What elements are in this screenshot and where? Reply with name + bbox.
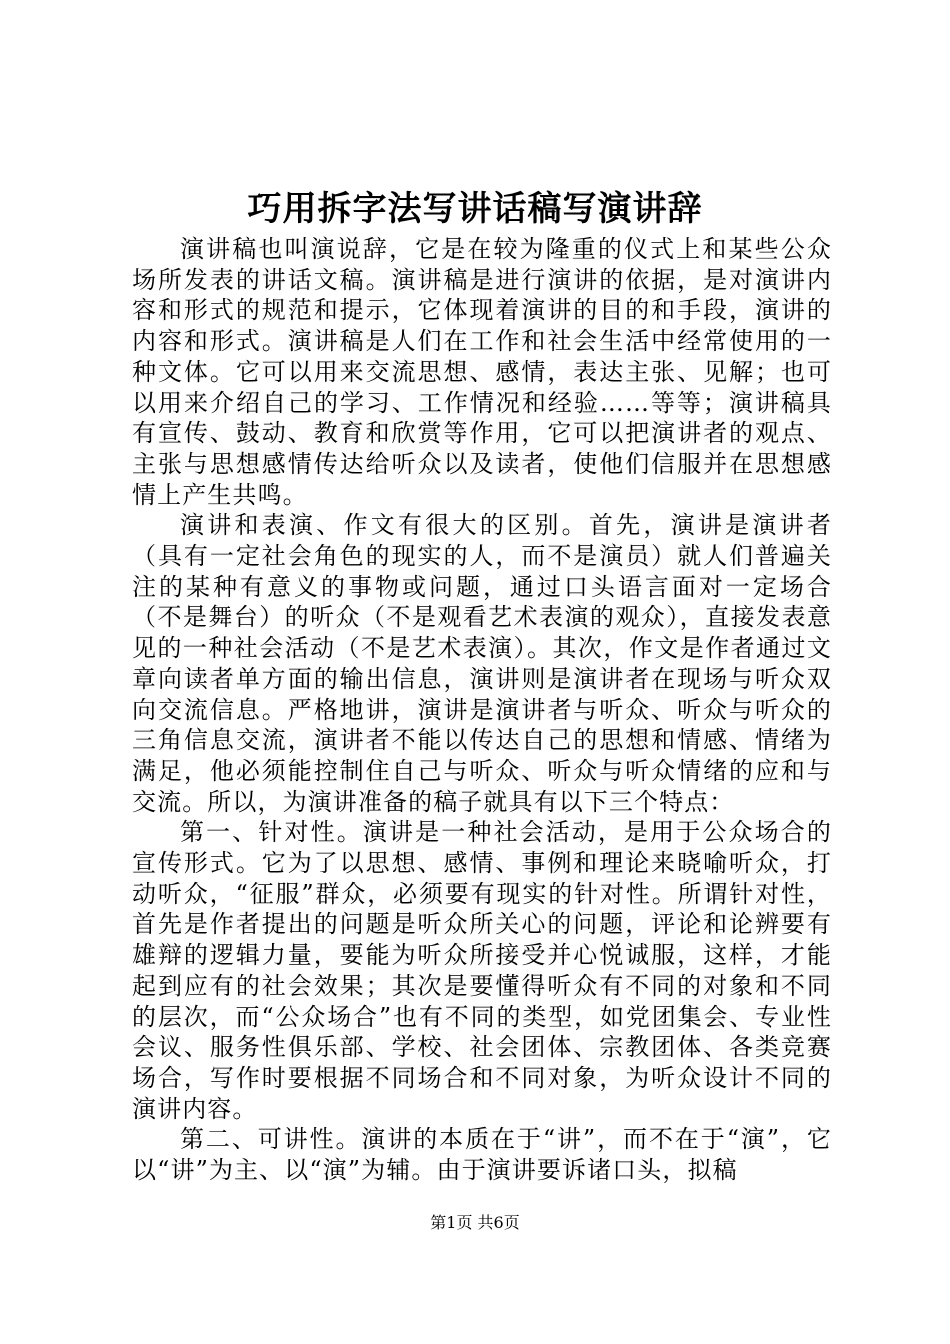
- paragraph-point-one: 第一、针对性。演讲是一种社会活动，是用于公众场合的宣传形式。它为了以思想、感情、事例和理论来晓喻听众，打动听众，“征服”群众，必须要有现实的针对性。所谓针对性，首先是作者提出的问题是听众所关心的问题，评论和论辨要有雄辩的逻辑力量，要能为听众所接受并心悦诚服，这样，才能起到应有的社会效果；其次是要懂得听众有不同的对象和不同的层次，而“公众场合”也有不同的类型，如党团集会、专业性会议、服务性俱乐部、学校、社会团体、宗教团体、各类竞赛场合，写作时要根据不同场合和不同对象，为听众设计不同的演讲内容。: [132, 818, 832, 1123]
- paragraph-difference: 演讲和表演、作文有很大的区别。首先，演讲是演讲者（具有一定社会角色的现实的人，而不是演员）就人们普遍关注的某种有意义的事物或问题，通过口头语言面对一定场合（不是舞台）的听众（不是观看艺术表演的观众），直接发表意见的一种社会活动（不是艺术表演）。其次，作文是作者通过文章向读者单方面的输出信息，演讲则是演讲者在现场与听众双向交流信息。严格地讲，演讲是演讲者与听众、听众与听众的三角信息交流，演讲者不能以传达自己的思想和情感、情绪为满足，他必须能控制住自己与听众、听众与听众情绪的应和与交流。所以，为演讲准备的稿子就具有以下三个特点：: [132, 511, 832, 816]
- page-title: 巧用拆字法写讲话稿写演讲辞: [247, 189, 703, 229]
- document-body: [132, 234, 832, 1186]
- paragraph-intro: 演讲稿也叫演说辞，它是在较为隆重的仪式上和某些公众场所发表的讲话文稿。演讲稿是进行演讲的依据，是对演讲内容和形式的规范和提示，它体现着演讲的目的和手段，演讲的内容和形式。演讲稿是人们在工作和社会生活中经常使用的一种文体。它可以用来交流思想、感情，表达主张、见解；也可以用来介绍自己的学习、工作情况和经验……等等；演讲稿具有宣传、鼓动、教育和欣赏等作用，它可以把演讲者的观点、主张与思想感情传达给听众以及读者，使他们信服并在思想感情上产生共鸣。: [132, 235, 832, 509]
- page-footer: 第1页 共6页: [430, 1213, 520, 1232]
- paragraph-point-two: 第二、可讲性。演讲的本质在于“讲”，而不在于“演”，它以“讲”为主、以“演”为辅。由于演讲要诉诸口头，拟稿: [132, 1125, 832, 1185]
